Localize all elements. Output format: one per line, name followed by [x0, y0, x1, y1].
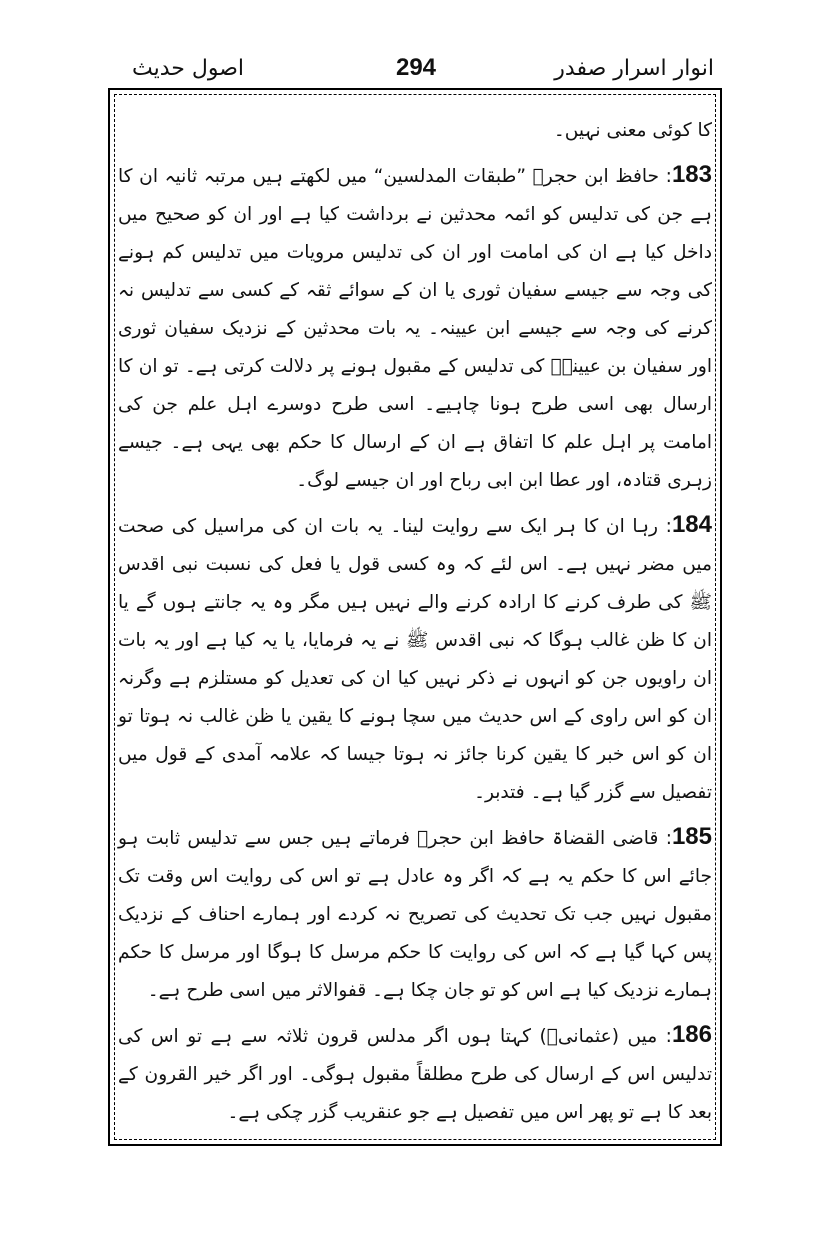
- paragraph-number: 186: [671, 1021, 712, 1048]
- paragraph-text: : حافظ ابن حجرؒ ”طبقات المدلسین“ میں لکھتے ہیں مرتبہ ثانیہ ان کا ہے جن کی تدلیس کو ائمہ محدثین نے برداشت کیا ہے اور ان کو صحیح میں داخل کیا ہے ان کی امامت اور ان کی تدلیس مرویات میں تدلیس کم ہونے کی وجہ سے جیسے سفیان ثوری یا ان کے سوائے ثقہ کے کسی سے تدلیس نہ کرنے کی وجہ سے جیسے ابن عیینہ۔ یہ بات محدثین کے نزدیک سفیان ثوری اور سفیان بن عیینہؒ کی تدلیس کے مقبول ہونے پر دلالت کرتی ہے۔ تو ان کا ارسال بھی اسی طرح ہونا چاہیے۔ اسی طرح دوسرے اہل علم جن کی امامت پر اہل علم کا اتفاق ہے ان کے ارسال کا حکم بھی یہی ہے۔ جیسے زہری قتادہ، اور عطا ابن ابی رباح اور ان جیسے لوگ۔: [118, 166, 712, 491]
- page-number: 294: [395, 54, 437, 81]
- paragraph-text: کا کوئی معنی نہیں۔: [553, 120, 712, 141]
- paragraph: [118, 506, 712, 812]
- paragraph: [118, 1016, 712, 1132]
- page-header: [110, 52, 722, 86]
- book-title: انوار اسرار صفدر: [554, 56, 714, 81]
- paragraph-number: 183: [671, 161, 712, 188]
- paragraph-number: 184: [671, 511, 712, 538]
- paragraph: [118, 112, 712, 150]
- page-body: [118, 112, 712, 1142]
- paragraph-text: : رہا ان کا ہر ایک سے روایت لینا۔ یہ بات ان کی مراسیل کی صحت میں مضر نہیں ہے۔ اس لئے کہ وہ کسی قول یا فعل کی نسبت نبی اقدس ﷺ کی طرف کرنے کا ارادہ کرنے والے نہیں ہیں مگر وہ یہ جانتے ہوں گے یا ان کا ظن غالب ہوگا کہ نبی اقدس ﷺ نے یہ فرمایا، یا یہ کیا ہے اور یہ بات ان راویوں جن کو انہوں نے ذکر نہیں کیا ان کی تعدیل کو مستلزم ہے وگرنہ ان کو اس راوی کے اس حدیث میں سچا ہونے کا یقین یا ظن غالب نہ ہوتا تو ان کو اس خبر کا یقین کرنا جائز نہ ہوتا جیسا کہ علامہ آمدی کے قول میں تفصیل سے گزر گیا ہے۔ فتدبر۔: [118, 516, 712, 803]
- section-title: اصول حدیث: [132, 56, 245, 81]
- paragraph-text: : میں (عثمانیؒ) کہتا ہوں اگر مدلس قرون ثلاثہ سے ہے تو اس کی تدلیس اس کے ارسال کی طرح مطلقاً مقبول ہوگی۔ اور اگر خیر القرون کے بعد کا ہے تو پھر اس میں تفصیل ہے جو عنقریب گزر چکی ہے۔: [118, 1026, 712, 1123]
- paragraph: [118, 818, 712, 1010]
- paragraph-number: 185: [671, 823, 712, 850]
- paragraph-text: : قاضی القضاۃ حافظ ابن حجرؒ فرماتے ہیں جس سے تدلیس ثابت ہو جائے اس کا حکم یہ ہے کہ اگر وہ عادل ہے تو اس کی روایت اس وقت تک مقبول نہیں جب تک تحدیث کی تصریح نہ کردے اور ہمارے احناف کے نزدیک پس کہا گیا ہے کہ اس کی روایت کا حکم مرسل کا ہوگا اور مرسل کا حکم ہمارے نزدیک کیا ہے اس کو تو جان چکا ہے۔ قفوالاثر میں اسی طرح ہے۔: [118, 828, 712, 1001]
- paragraph: [118, 156, 712, 500]
